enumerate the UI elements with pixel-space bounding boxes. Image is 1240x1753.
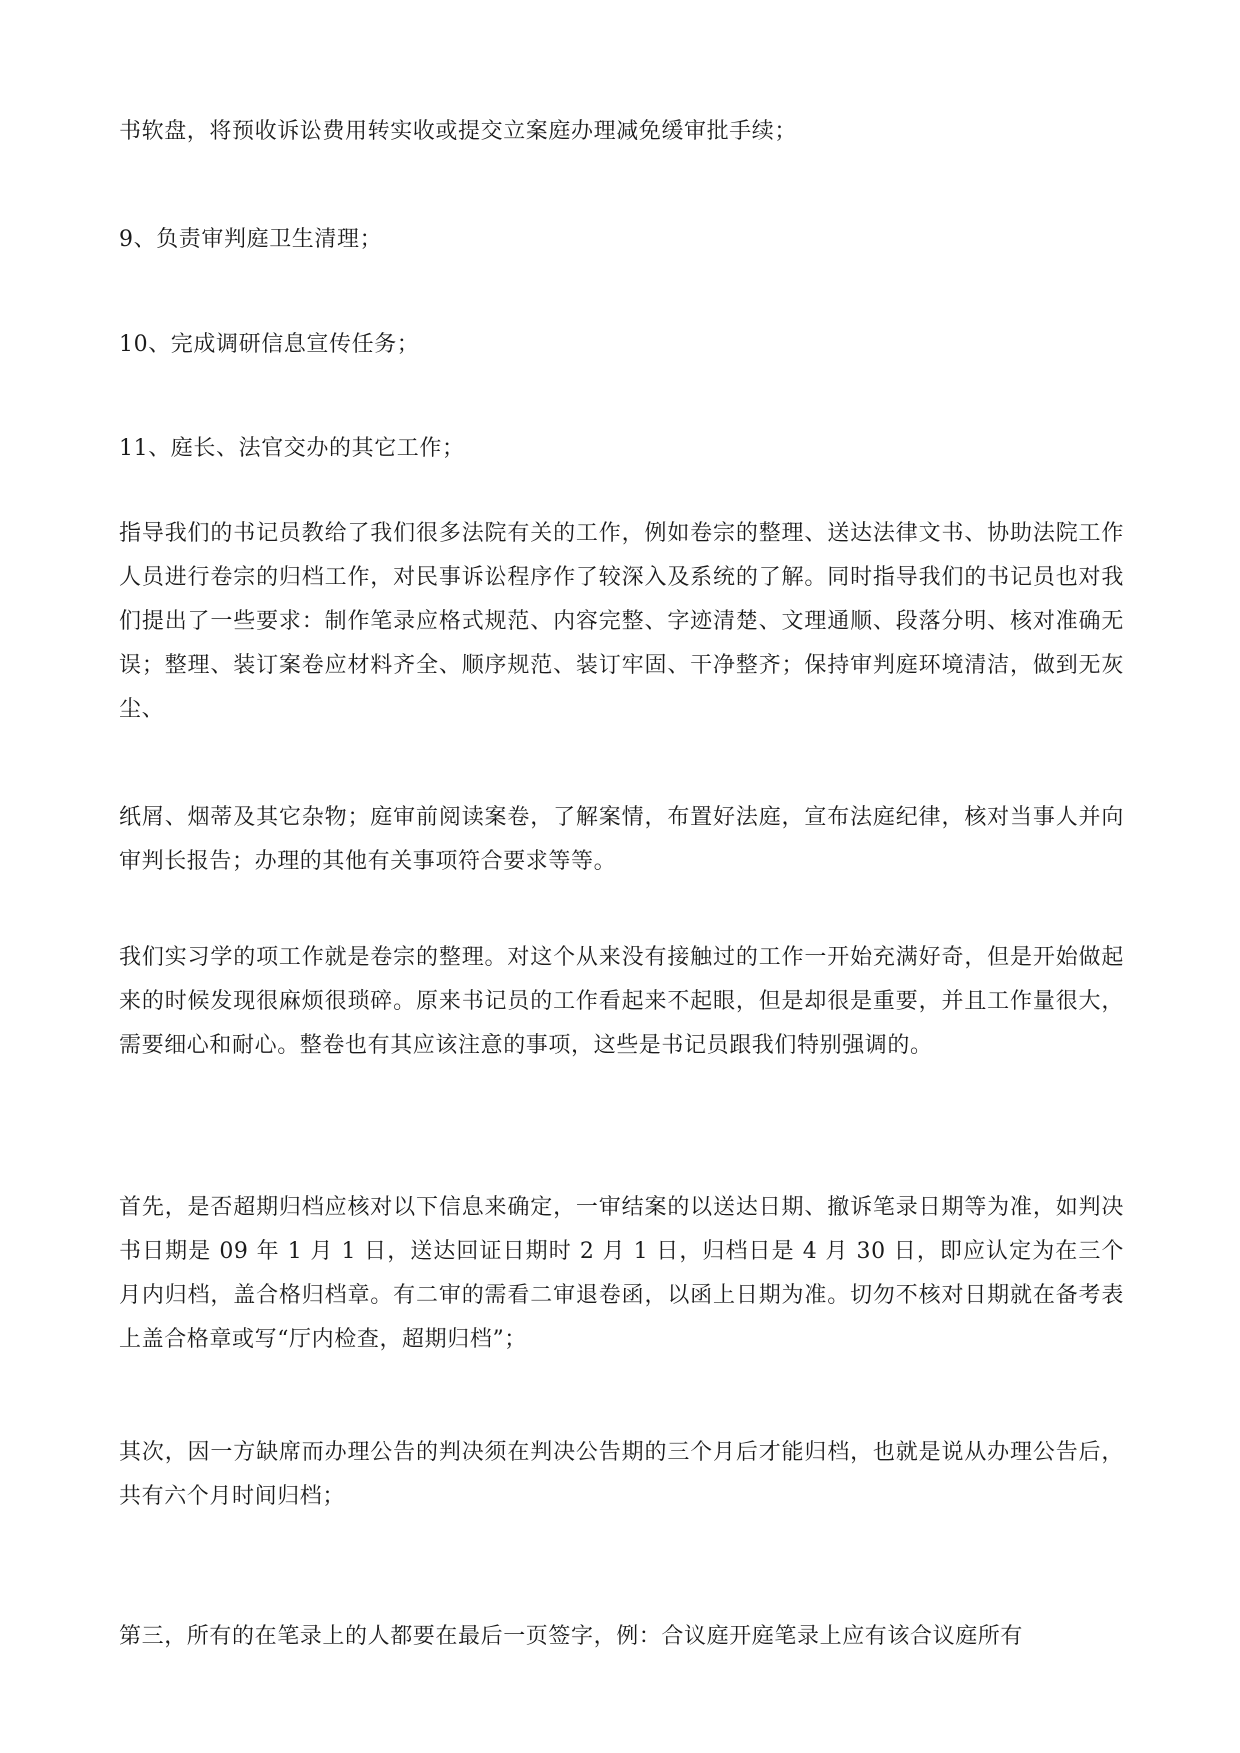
paragraph-third-point: 第三，所有的在笔录上的人都要在最后一页签字，例：合议庭开庭笔录上应有该合议庭所有 [119, 1624, 1024, 1649]
paragraph-clerk-guidance: 指导我们的书记员教给了我们很多法院有关的工作，例如卷宗的整理、送达法律文书、协助法院工作人员进行卷宗的归档工作，对民事诉讼程序作了较深入及系统的了解。同时指导我们的书记员也对我们提出了一些要求：制作笔录应格式规范、内容完整、字迹清楚、文理通顺、段落分明、核对准确无误；整理、装订案卷应材料齐全、顺序规范、装订牢固、干净整齐；保持审判庭环境清洁，做到无灰尘、 [119, 521, 1124, 722]
paragraph-fee-handling: 书软盘，将预收诉讼费用转实收或提交立案庭办理减免缓审批手续； [119, 119, 798, 144]
list-item-9-cleaning: 9、负责审判庭卫生清理； [119, 227, 383, 252]
list-item-10-research: 10、完成调研信息宣传任务； [119, 332, 420, 357]
paragraph-file-organizing: 我们实习学的项工作就是卷宗的整理。对这个从来没有接触过的工作一开始充满好奇，但是开始做起来的时候发现很麻烦很琐碎。原来书记员的工作看起来不起眼，但是却很是重要，并且工作量很大，需要细心和耐心。整卷也有其应该注意的事项，这些是书记员跟我们特别强调的。 [119, 945, 1124, 1058]
list-item-11-other-work: 11、庭长、法官交办的其它工作； [119, 436, 465, 461]
paragraph-first-point: 首先，是否超期归档应核对以下信息来确定，一审结案的以送达日期、撤诉笔录日期等为准，如判决书日期是 09 年 1 月 1 日，送达回证日期时 2 月 1 日，归档日是 4 月 30 日，即应认定为在三个月内归档，盖合格归档章。有二审的需看二审退卷函，以函上日期为准。切勿不核对日期就在备考表上盖合格章或写“厅内检查，超期归档”； [119, 1195, 1124, 1352]
paragraph-courtroom-duties: 纸屑、烟蒂及其它杂物；庭审前阅读案卷，了解案情，布置好法庭，宣布法庭纪律，核对当事人并向审判长报告；办理的其他有关事项符合要求等等。 [119, 805, 1124, 874]
paragraph-second-point: 其次，因一方缺席而办理公告的判决须在判决公告期的三个月后才能归档，也就是说从办理公告后，共有六个月时间归档； [119, 1440, 1124, 1509]
